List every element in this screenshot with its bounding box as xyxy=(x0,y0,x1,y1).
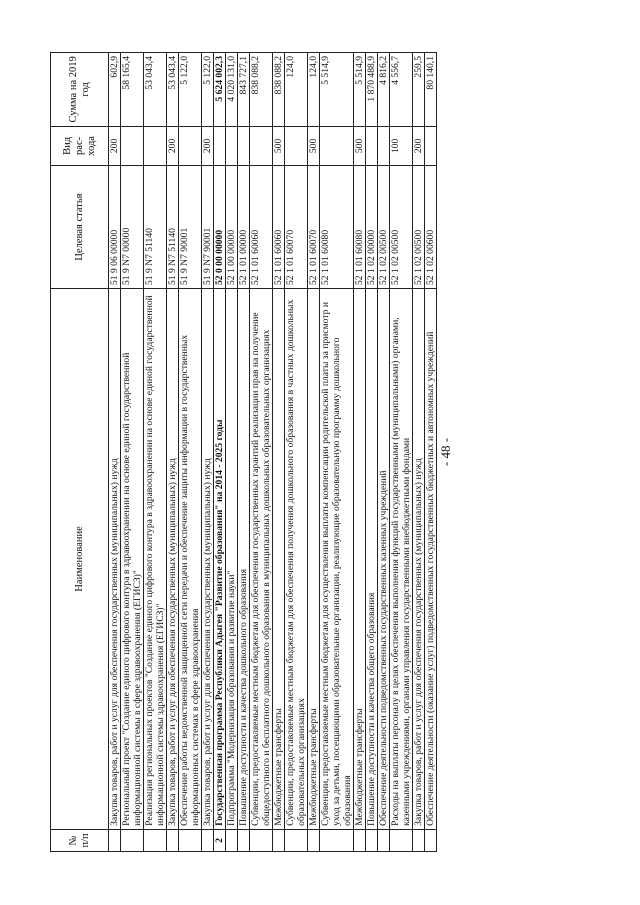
row-num xyxy=(109,829,121,851)
row-sum: 4 556,7 xyxy=(390,53,413,127)
table-row xyxy=(121,53,144,852)
row-num xyxy=(285,829,308,851)
table-row xyxy=(366,53,378,852)
row-name: Субвенции, предоставляемые местным бюджетам для осуществления выплаты компенсации родительской платы за присмотр и уход за детьми, посещающими образовательные организации, реализующие образовательную программу дошкольного образования xyxy=(320,289,354,830)
row-type: 200 xyxy=(413,126,425,165)
table-row xyxy=(390,53,413,852)
row-code: 52 1 01 60080 xyxy=(320,166,354,289)
row-type xyxy=(425,126,437,165)
row-num xyxy=(390,829,413,851)
row-sum: 838 088,2 xyxy=(273,53,285,127)
row-name: Обеспечение деятельности подведомственных государственных казенных учреждений xyxy=(378,289,390,830)
row-num xyxy=(238,829,250,851)
row-type xyxy=(179,126,202,165)
row-type: 200 xyxy=(202,126,214,165)
row-num xyxy=(226,829,238,851)
row-num xyxy=(425,829,437,851)
row-name: Обеспечение работы ведомственной защищенной сети передачи и обеспечение защиты информации в государственных информационных системах в сфере здравоохранения xyxy=(179,289,202,830)
table-row xyxy=(109,53,121,852)
table-row xyxy=(425,53,437,852)
row-type xyxy=(214,126,226,165)
row-name: Повышение доступности и качества общего образования xyxy=(366,289,378,830)
table-row xyxy=(250,53,273,852)
header-sum: Сумма на 2019 год xyxy=(51,53,109,127)
budget-table xyxy=(50,52,437,852)
row-sum: 4 020 131,0 xyxy=(226,53,238,127)
row-name: Региональный проект "Создание единого цифрового контура в здравоохранении на основе единой государственной информационной системы в сфере здравоохранения (ЕГИСЗ)" xyxy=(121,289,144,830)
row-type xyxy=(121,126,144,165)
table-row xyxy=(273,53,285,852)
table-row xyxy=(202,53,214,852)
row-name: Закупка товаров, работ и услуг для обеспечения государственных (муниципальных) нужд xyxy=(109,289,121,830)
row-sum: 124,0 xyxy=(308,53,320,127)
header-name: Наименование xyxy=(51,289,109,830)
row-code: 52 1 01 60080 xyxy=(354,166,366,289)
row-name: Закупка товаров, работ и услуг для обеспечения государственных (муниципальных) нужд xyxy=(413,289,425,830)
row-code: 51 9 N7 90001 xyxy=(202,166,214,289)
row-num xyxy=(250,829,273,851)
header-num: № п/п xyxy=(51,829,109,851)
table-row xyxy=(285,53,308,852)
table-row xyxy=(167,53,179,852)
row-code: 52 1 02 00600 xyxy=(425,166,437,289)
header-type: Вид рас-хода xyxy=(51,126,109,165)
page-number: - 48 - xyxy=(438,437,453,467)
row-sum: 5 122,0 xyxy=(179,53,202,127)
row-name: Межбюджетные трансферты xyxy=(273,289,285,830)
row-type xyxy=(250,126,273,165)
row-type xyxy=(226,126,238,165)
row-sum: 843 727,1 xyxy=(238,53,250,127)
row-type: 200 xyxy=(167,126,179,165)
table-row xyxy=(308,53,320,852)
table-row xyxy=(378,53,390,852)
row-sum: 58 165,4 xyxy=(121,53,144,127)
row-name: Государственная программа Республики Адыгея "Развитие образования" на 2014 - 2025 годы xyxy=(214,289,226,830)
row-code: 52 1 02 00500 xyxy=(413,166,425,289)
row-sum: 5 624 002,3 xyxy=(214,53,226,127)
rotated-content xyxy=(50,52,590,852)
row-name: Закупка товаров, работ и услуг для обеспечения государственных (муниципальных) нужд xyxy=(202,289,214,830)
row-num xyxy=(167,829,179,851)
row-type xyxy=(366,126,378,165)
row-num xyxy=(273,829,285,851)
row-sum: 124,0 xyxy=(285,53,308,127)
row-sum: 602,9 xyxy=(109,53,121,127)
table-row xyxy=(354,53,366,852)
row-sum: 53 043,4 xyxy=(167,53,179,127)
table-header-row xyxy=(51,53,109,852)
row-code: 52 1 01 60070 xyxy=(308,166,320,289)
table-body xyxy=(109,53,437,852)
row-sum: 5 514,9 xyxy=(354,53,366,127)
row-name: Подпрограмма "Модернизация образования и развитие науки" xyxy=(226,289,238,830)
row-num xyxy=(378,829,390,851)
row-sum: 1 870 488,9 xyxy=(366,53,378,127)
row-code: 52 1 02 00500 xyxy=(390,166,413,289)
row-name: Межбюджетные трансферты xyxy=(354,289,366,830)
table-row xyxy=(179,53,202,852)
row-num xyxy=(202,829,214,851)
row-sum: 53 043,4 xyxy=(144,53,167,127)
row-code: 52 1 02 00500 xyxy=(378,166,390,289)
row-type xyxy=(378,126,390,165)
row-type: 500 xyxy=(273,126,285,165)
row-sum: 80 140,1 xyxy=(425,53,437,127)
row-code: 52 1 01 60060 xyxy=(250,166,273,289)
row-name: Закупка товаров, работ и услуг для обеспечения государственных (муниципальных) нужд xyxy=(167,289,179,830)
row-num xyxy=(413,829,425,851)
row-name: Реализация региональных проектов "Создание единого цифрового контура в здравоохранении на основе единой государственной информационной системы здравоохранения (ЕГИСЗ)" xyxy=(144,289,167,830)
row-code: 52 1 01 60060 xyxy=(273,166,285,289)
row-name: Субвенции, предоставляемые местным бюджетам для обеспечения государственных гарантий реализации прав на получение общедоступного и бесплатного дошкольного образования в муниципальных дошкольных образовательных организациях xyxy=(250,289,273,830)
row-num xyxy=(179,829,202,851)
row-code: 52 1 01 60070 xyxy=(285,166,308,289)
row-code: 51 9 N7 00000 xyxy=(121,166,144,289)
row-sum: 4 816,2 xyxy=(378,53,390,127)
row-name: Повышение доступности и качества дошкольного образования xyxy=(238,289,250,830)
row-sum: 259,5 xyxy=(413,53,425,127)
row-name: Расходы на выплаты персоналу в целях обеспечения выполнения функций государственными (муниципальными) органами, казенными учреждениями, органами управления государственными внебюджетными фондами xyxy=(390,289,413,830)
row-num xyxy=(308,829,320,851)
row-type xyxy=(144,126,167,165)
row-code: 52 1 00 00000 xyxy=(226,166,238,289)
row-num xyxy=(320,829,354,851)
row-name: Обеспечение деятельности (оказание услуг) подведомственных государственных бюджетных и автономных учреждений xyxy=(425,289,437,830)
row-type xyxy=(238,126,250,165)
row-num xyxy=(354,829,366,851)
row-type: 500 xyxy=(308,126,320,165)
header-code: Целевая статья xyxy=(51,166,109,289)
row-type: 100 xyxy=(390,126,413,165)
row-code: 52 1 02 00000 xyxy=(366,166,378,289)
table-row xyxy=(144,53,167,852)
row-code: 51 9 N7 51140 xyxy=(144,166,167,289)
row-num: 2 xyxy=(214,829,226,851)
table-row xyxy=(238,53,250,852)
row-code: 52 1 01 00000 xyxy=(238,166,250,289)
table-row xyxy=(214,53,226,852)
row-sum: 5 514,9 xyxy=(320,53,354,127)
row-num xyxy=(144,829,167,851)
row-code: 51 9 06 00000 xyxy=(109,166,121,289)
row-name: Межбюджетные трансферты xyxy=(308,289,320,830)
row-type xyxy=(285,126,308,165)
table-row xyxy=(320,53,354,852)
row-num xyxy=(121,829,144,851)
row-type: 200 xyxy=(109,126,121,165)
row-sum: 838 088,2 xyxy=(250,53,273,127)
row-code: 51 9 N7 51140 xyxy=(167,166,179,289)
row-num xyxy=(366,829,378,851)
row-type xyxy=(320,126,354,165)
row-code: 51 9 N7 90001 xyxy=(179,166,202,289)
row-sum: 5 122,0 xyxy=(202,53,214,127)
table-row xyxy=(226,53,238,852)
table-row xyxy=(413,53,425,852)
row-type: 500 xyxy=(354,126,366,165)
row-name: Субвенции, предоставляемые местным бюджетам для обеспечения получения дошкольного образования в частных дошкольных образовательных организациях xyxy=(285,289,308,830)
row-code: 52 0 00 00000 xyxy=(214,166,226,289)
